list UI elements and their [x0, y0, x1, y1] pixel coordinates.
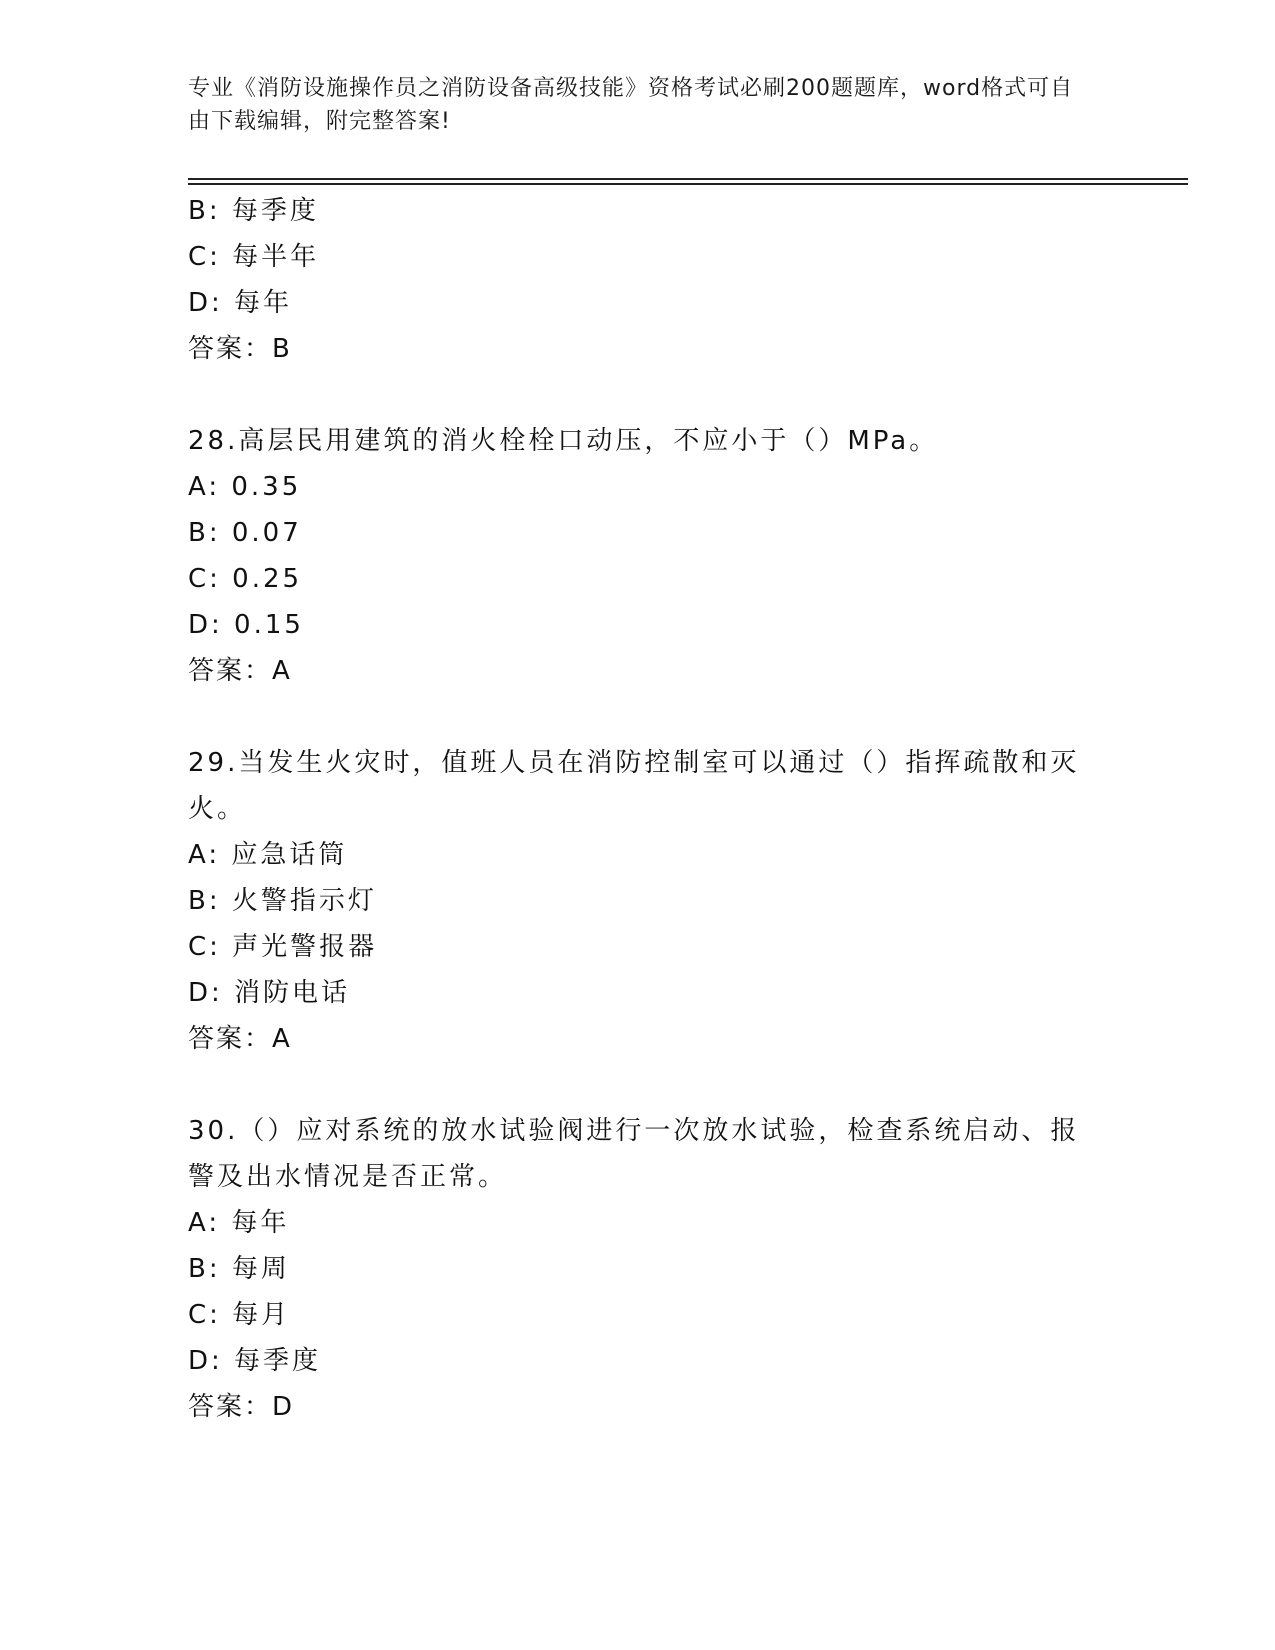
question-text: 30.（）应对系统的放水试验阀进行一次放水试验，检查系统启动、报警及出水情况是否正常。 [188, 1116, 1080, 1192]
question-text: 29.当发生火灾时，值班人员在消防控制室可以通过（）指挥疏散和灭火。 [188, 748, 1080, 824]
option-a: A: 0.35 [188, 472, 302, 502]
question-29-block [188, 740, 1088, 1062]
document-header: 专业《消防设施操作员之消防设备高级技能》资格考试必刷200题题库，word格式可自由下载编辑，附完整答案! [188, 76, 1074, 134]
question-text: 28.高层民用建筑的消火栓栓口动压，不应小于（）MPa。 [188, 426, 939, 456]
option-d: D: 每季度 [188, 1346, 322, 1376]
spacer [188, 372, 1088, 418]
option-d: D: 消防电话 [188, 978, 351, 1008]
option-c: C: 声光警报器 [188, 932, 378, 962]
header-divider-bottom [188, 183, 1188, 185]
option-a: A: 每年 [188, 1208, 290, 1238]
answer-line: 答案：A [188, 1024, 292, 1054]
carryover-question-block [188, 188, 1088, 372]
question-list [188, 188, 1088, 1430]
answer-line: 答案：D [188, 1392, 295, 1422]
answer-line: 答案：A [188, 656, 292, 686]
option-c: C: 0.25 [188, 564, 303, 594]
option-b: B: 火警指示灯 [188, 886, 377, 916]
question-30-block [188, 1108, 1088, 1430]
option-c: C: 每半年 [188, 242, 320, 272]
option-c: C: 每月 [188, 1300, 291, 1330]
option-b: B: 每季度 [188, 196, 319, 226]
question-28-block [188, 418, 1088, 694]
spacer [188, 694, 1088, 740]
option-b: B: 每周 [188, 1254, 290, 1284]
option-d: D: 0.15 [188, 610, 304, 640]
answer-line: 答案：B [188, 334, 292, 364]
option-b: B: 0.07 [188, 518, 302, 548]
option-d: D: 每年 [188, 288, 293, 318]
header-divider-top [188, 178, 1188, 180]
spacer [188, 1062, 1088, 1108]
option-a: A: 应急话筒 [188, 840, 348, 870]
